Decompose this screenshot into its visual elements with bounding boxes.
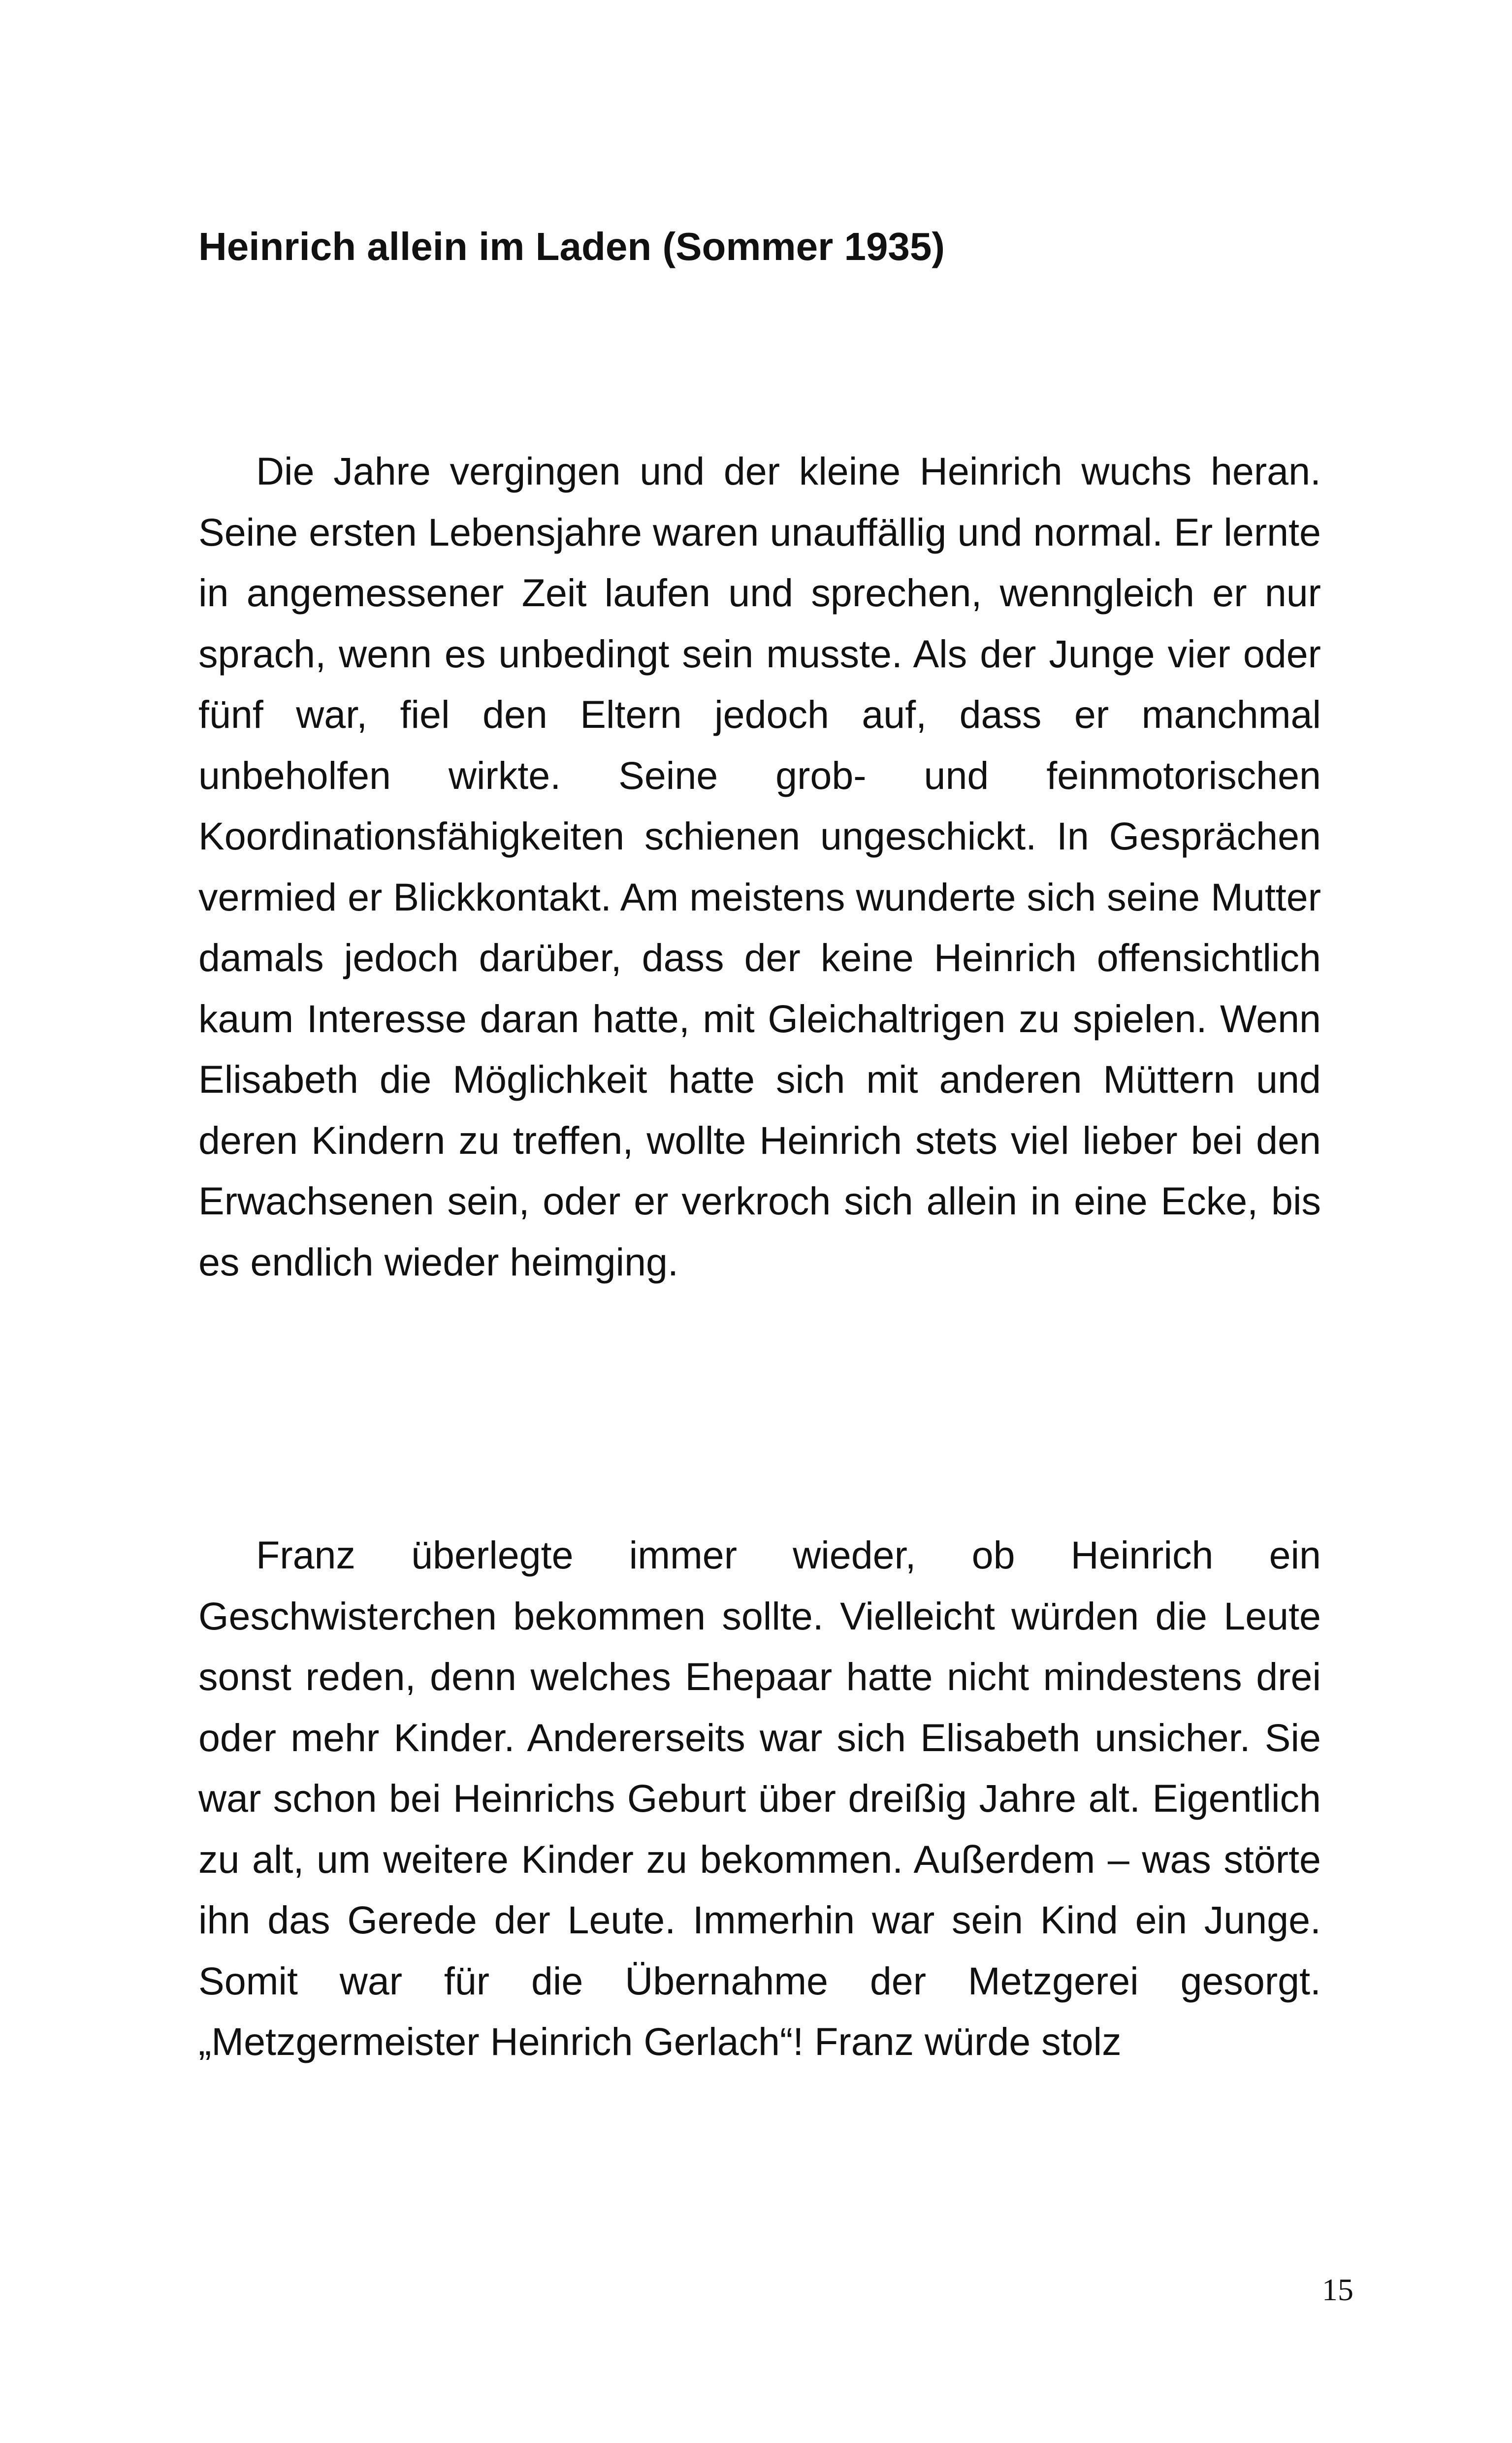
body-paragraph-2: Franz überlegte immer wieder, ob Heinrich ein Geschwisterchen bekommen sollte. Vielleicht würden die Leute sonst reden, denn welches Ehepaar hatte nicht mindestens drei oder mehr Kinder. Andererseits war sich Elisabeth unsicher. Sie war schon bei Heinrichs Geburt über dreißig Jahre alt. Eigentlich zu alt, um weitere Kinder zu bekommen. Außerdem – was störte ihn das Gerede der Leute. Immerhin war sein Kind ein Junge. Somit war für die Übernahme der Metzgerei gesorgt. „Metzgermeister Heinrich Gerlach“! Franz würde stolz <box>198 1533 1321 2063</box>
page-number: 15 <box>1322 2272 1353 2307</box>
chapter-heading: Heinrich allein im Laden (Sommer 1935) <box>198 225 945 268</box>
body-paragraph-1: Die Jahre vergingen und der kleine Heinrich wuchs heran. Seine ersten Lebensjahre waren unauffällig und normal. Er lernte in angemessener Zeit laufen und sprechen, wenngleich er nur sprach, wenn es unbedingt sein musste. Als der Junge vier oder fünf war, fiel den Eltern jedoch auf, dass er manchmal unbeholfen wirkte. Seine grob- und feinmotorischen Koordinationsfähigkeiten schienen ungeschickt. In Gesprächen vermied er Blickkontakt. Am meistens wunderte sich seine Mutter damals jedoch darüber, dass der keine Heinrich offensichtlich kaum Interesse daran hatte, mit Gleichaltrigen zu spielen. Wenn Elisabeth die Möglichkeit hatte sich mit anderen Müttern und deren Kindern zu treffen, wollte Heinrich stets viel lieber bei den Erwachsenen sein, oder er verkroch sich allein in eine Ecke, bis es endlich wieder heimging. <box>198 449 1321 1284</box>
